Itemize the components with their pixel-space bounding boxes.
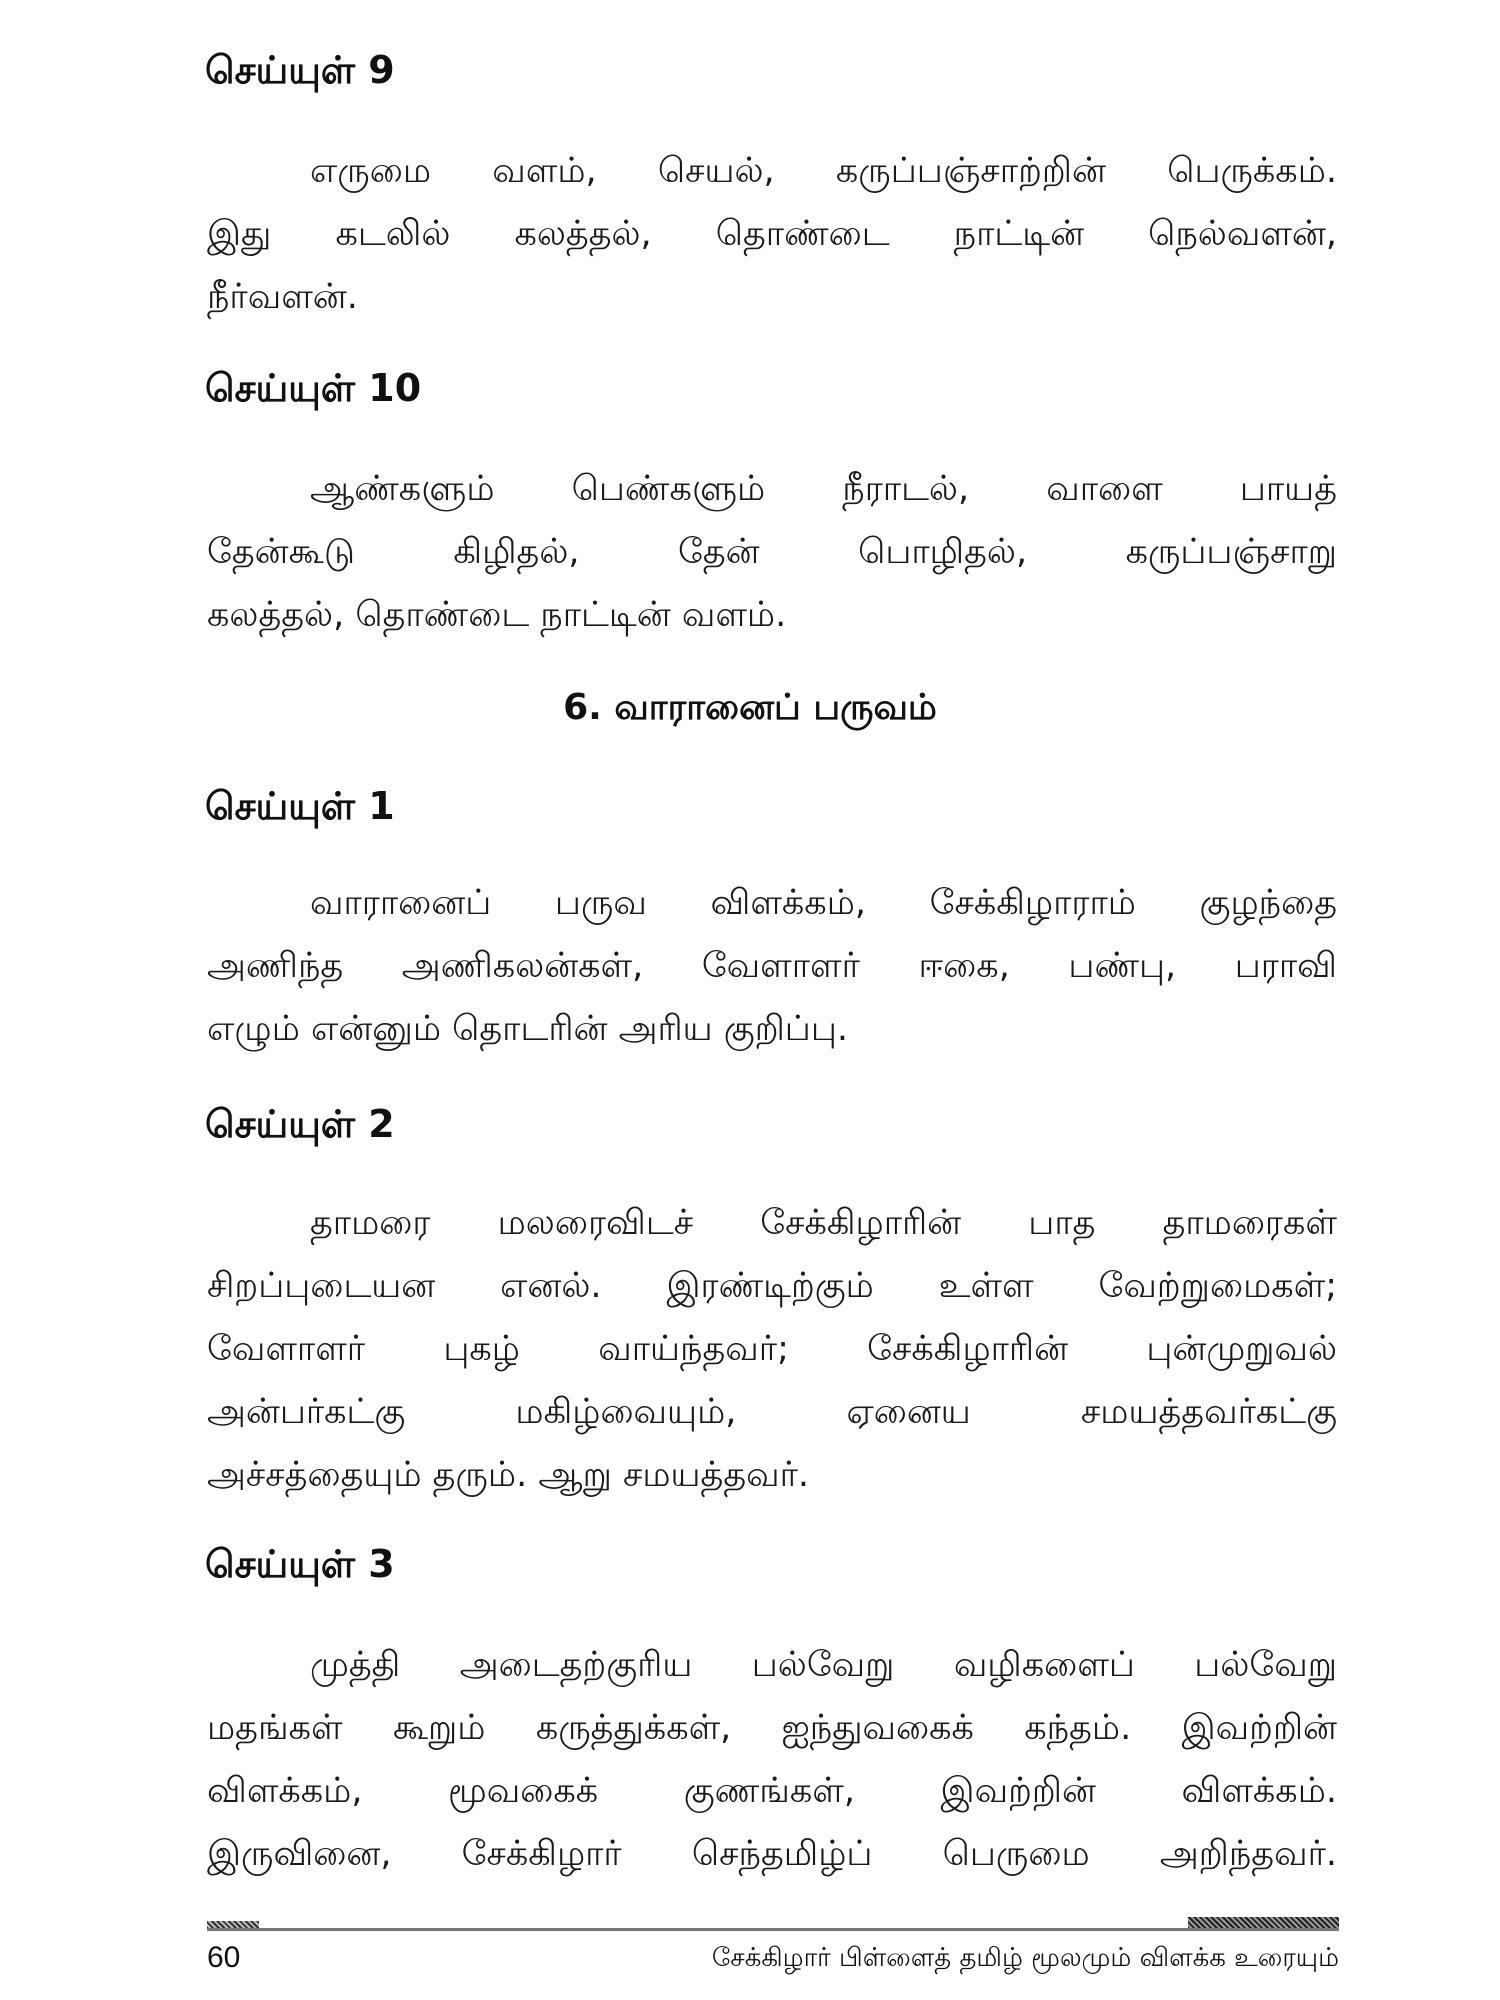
commentary-line: சிறப்புடையன எனல். இரண்டிற்கும் உள்ள வேற்றுமைகள்; [207,1266,1337,1306]
verse-heading-2: செய்யுள் 2 [205,1102,395,1146]
commentary-line: எருமை வளம், செயல், கருப்பஞ்சாற்றின் பெருக்கம். [310,151,1337,191]
commentary-line: மதங்கள் கூறும் கருத்துக்கள், ஐந்துவகைக் கந்தம். இவற்றின் [207,1708,1337,1748]
verse-heading-3: செய்யுள் 3 [205,1542,395,1586]
commentary-line: வேளாளர் புகழ் வாய்ந்தவர்; சேக்கிழாரின் புன்முறுவல் [207,1329,1337,1369]
commentary-line: அன்பர்கட்கு மகிழ்வையும், ஏனைய சமயத்தவர்கட்கு [207,1392,1337,1432]
verse-3-commentary [207,1634,1337,1886]
verse-9-commentary [207,140,1337,329]
verse-2-commentary [207,1192,1337,1507]
commentary-line: தேன்கூடு கிழிதல், தேன் பொழிதல், கருப்பஞ்சாறு [207,532,1337,572]
page-number: 60 [207,1941,241,1974]
section-title: 6. வாரானைப் பருவம் [563,687,937,728]
verse-heading-10: செய்யுள் 10 [205,366,422,410]
commentary-line: தாமரை மலரைவிடச் சேக்கிழாரின் பாத தாமரைகள் [310,1203,1337,1243]
commentary-line: ஆண்களும் பெண்களும் நீராடல், வாளை பாயத் [310,469,1337,509]
commentary-line: முத்தி அடைதற்குரிய பல்வேறு வழிகளைப் பல்வேறு [310,1645,1337,1685]
commentary-line: எழும் என்னும் தொடரின் அரிய குறிப்பு. [207,1009,849,1049]
commentary-line: அச்சத்தையும் தரும். ஆறு சமயத்தவர். [207,1455,810,1495]
commentary-line: கலத்தல், தொண்டை நாட்டின் வளம். [207,595,787,635]
footer-rule [207,1928,1339,1931]
commentary-line: இது கடலில் கலத்தல், தொண்டை நாட்டின் நெல்வளன், [207,214,1337,254]
verse-10-commentary [207,458,1337,647]
verse-heading-1: செய்யுள் 1 [205,784,395,828]
commentary-line: விளக்கம், மூவகைக் குணங்கள், இவற்றின் விளக்கம். [207,1771,1337,1811]
commentary-line: வாரானைப் பருவ விளக்கம், சேக்கிழாராம் குழந்தை [310,883,1337,923]
verse-1-commentary [207,872,1337,1061]
running-title: சேக்கிழார் பிள்ளைத் தமிழ் மூலமும் விளக்க உரையும் [711,1943,1339,1973]
verse-heading-9: செய்யுள் 9 [205,48,395,92]
commentary-line: இருவினை, சேக்கிழார் செந்தமிழ்ப் பெருமை அறிந்தவர். [207,1834,1337,1874]
commentary-line: நீர்வளன். [207,277,358,317]
commentary-line: அணிந்த அணிகலன்கள், வேளாளர் ஈகை, பண்பு, பராவி [207,946,1337,986]
